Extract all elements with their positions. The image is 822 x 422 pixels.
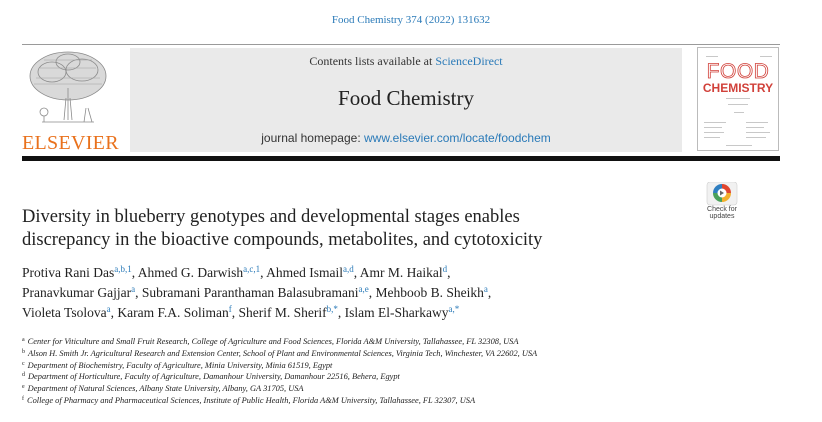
journal-title[interactable]: Food Chemistry (338, 86, 474, 110)
homepage-line (130, 131, 682, 145)
author[interactable] (345, 305, 460, 320)
author-name[interactable]: Islam El-Sharkawy (344, 305, 449, 320)
author-name[interactable]: Mehboob B. Sheikh (375, 285, 484, 300)
affiliation-text: Department of Horticulture, Faculty of Agriculture, Damanhour University, Damanhour 22516, Behera, Egypt (28, 372, 400, 382)
author[interactable] (239, 305, 338, 320)
author-separator: , (337, 305, 345, 320)
cover-rule (746, 122, 768, 123)
affiliation-marker: d (22, 372, 25, 379)
author-list (22, 263, 722, 323)
sciencedirect-link[interactable]: ScienceDirect (435, 54, 503, 68)
affiliation-item (22, 395, 792, 407)
author-separator: , (447, 265, 451, 280)
author-name[interactable]: Violeta Tsolova (22, 305, 107, 320)
elsevier-tree-icon (22, 48, 114, 130)
check-for-updates-icon (705, 182, 739, 206)
cover-rule (726, 145, 752, 146)
affiliation-item (22, 336, 792, 348)
author-affiliation-marker[interactable]: a (131, 284, 136, 294)
affiliation-text: Department of Natural Sciences, Albany State University, Albany, GA 31705, USA (27, 384, 304, 394)
header-divider (22, 156, 780, 161)
elsevier-wordmark: ELSEVIER (22, 132, 119, 154)
cover-rule (734, 112, 744, 113)
author-separator: , (260, 265, 267, 280)
journal-header (130, 48, 682, 152)
author-affiliation-marker[interactable]: d (442, 264, 448, 274)
affiliation-item (22, 360, 792, 372)
check-for-updates-badge[interactable] (705, 182, 739, 222)
affiliation-item (22, 348, 792, 360)
check-for-updates-label (705, 206, 739, 220)
cover-rule (704, 122, 726, 123)
cover-rule (704, 127, 722, 128)
author[interactable] (22, 265, 132, 280)
affiliation-list (22, 336, 792, 407)
cover-title-food: FOOD (706, 60, 770, 83)
author-affiliation-marker[interactable]: a,* (448, 304, 460, 314)
author-separator: , (487, 285, 492, 300)
author-separator: , (231, 305, 239, 320)
check-label-line1: Check for (707, 206, 737, 213)
author-affiliation-marker[interactable]: b,* (326, 304, 338, 314)
affiliation-item (22, 371, 792, 383)
author[interactable] (360, 265, 447, 280)
affiliation-marker: e (22, 384, 25, 391)
article-title (22, 206, 662, 252)
affiliation-text: Alson H. Smith Jr. Agricultural Research and Extension Center, School of Plant and Environmental Sciences, Virginia Tech, Winchester, VA 22602, USA (28, 348, 538, 358)
cover-rule (746, 137, 766, 138)
cover-rule (704, 132, 724, 133)
author-separator: , (110, 305, 118, 320)
cover-rule (726, 98, 750, 99)
title-line-2: discrepancy in the bioactive compounds, metabolites, and cytotoxicity (22, 230, 543, 250)
cover-title-chemistry: CHEMISTRY (702, 81, 774, 95)
author[interactable] (266, 265, 354, 280)
affiliation-marker: a (22, 337, 25, 343)
check-label-line2: updates (709, 213, 735, 220)
affiliation-text: Department of Biochemistry, Faculty of Agriculture, Minia University, Minia 61519, Egypt (27, 360, 333, 370)
author-affiliation-marker[interactable]: a,d (343, 264, 354, 274)
cover-rule (728, 104, 748, 105)
contents-prefix: Contents lists available at (309, 54, 436, 68)
author[interactable] (22, 305, 111, 320)
author-separator: , (131, 265, 138, 280)
author[interactable] (376, 285, 488, 300)
author-name[interactable]: Amr M. Haikal (359, 265, 443, 280)
author-name[interactable]: Ahmed G. Darwish (137, 265, 244, 280)
author-name[interactable]: Ahmed Ismail (266, 265, 344, 280)
top-divider (22, 44, 780, 45)
elsevier-logo[interactable] (22, 48, 119, 154)
author-name[interactable]: Karam F.A. Soliman (117, 305, 229, 320)
author-name[interactable]: Subramani Paranthaman Balasubramani (141, 285, 359, 300)
cover-rule (746, 132, 770, 133)
author-affiliation-marker[interactable]: f (228, 304, 232, 314)
author[interactable] (117, 305, 231, 320)
affiliation-marker: c (22, 360, 25, 367)
author-affiliation-marker[interactable]: a,e (358, 284, 369, 294)
author-name[interactable]: Sherif M. Sherif (238, 305, 327, 320)
affiliation-text: Center for Viticulture and Small Fruit Research, College of Agriculture and Food Sciences, Florida A&M University, Tallahassee, FL 32308, USA (27, 337, 519, 346)
author-affiliation-marker[interactable]: a,b,1 (114, 264, 132, 274)
cover-rule (760, 56, 772, 57)
title-line-1: Diversity in blueberry genotypes and developmental stages enables (22, 207, 520, 227)
contents-line (130, 54, 682, 69)
homepage-link[interactable]: www.elsevier.com/locate/foodchem (364, 131, 551, 145)
author-separator: , (135, 285, 142, 300)
author-name[interactable]: Protiva Rani Das (22, 265, 115, 280)
homepage-prefix: journal homepage: (261, 131, 364, 145)
author-separator: , (368, 285, 376, 300)
affiliation-marker: f (22, 395, 24, 402)
author-affiliation-marker[interactable]: a,c,1 (243, 264, 261, 274)
author[interactable] (22, 285, 135, 300)
author-affiliation-marker[interactable]: a (483, 284, 488, 294)
cover-rule (704, 137, 720, 138)
affiliation-marker: b (22, 348, 25, 355)
author-affiliation-marker[interactable]: a (106, 304, 111, 314)
author-separator: , (353, 265, 360, 280)
journal-citation[interactable]: Food Chemistry 374 (2022) 131632 (331, 14, 491, 26)
author-name[interactable]: Pranavkumar Gajjar (22, 285, 132, 300)
cover-rule (706, 56, 718, 57)
author[interactable] (142, 285, 369, 300)
journal-cover[interactable] (697, 47, 779, 151)
affiliation-text: College of Pharmacy and Pharmaceutical Sciences, Institute of Public Health, Florida A&M University, Tallahassee, FL 32307, USA (27, 395, 476, 405)
author[interactable] (138, 265, 260, 280)
cover-rule (746, 127, 764, 128)
affiliation-item (22, 383, 792, 395)
